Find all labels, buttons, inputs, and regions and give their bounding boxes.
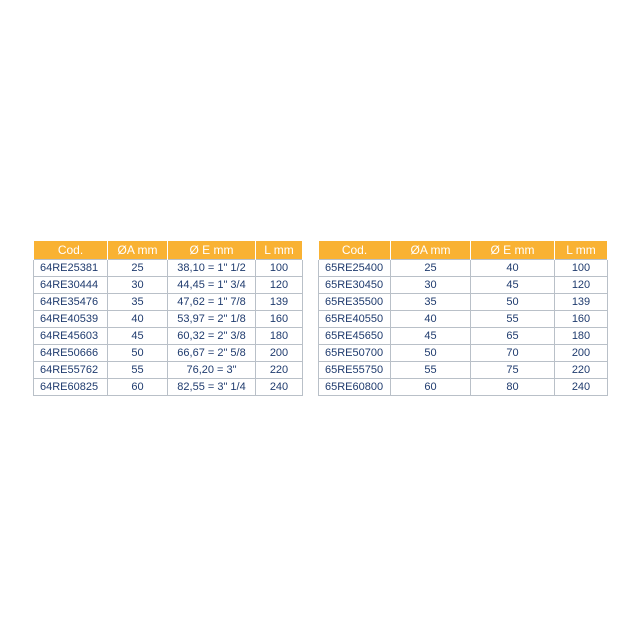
cell-diameter-e: 80 — [471, 379, 555, 396]
cell-diameter-a: 25 — [391, 260, 471, 277]
cell-diameter-a: 25 — [108, 260, 168, 277]
cell-diameter-e: 53,97 = 2" 1/8 — [168, 311, 256, 328]
cell-length: 220 — [256, 362, 303, 379]
header-diameter-a: ØA mm — [391, 241, 471, 260]
cell-code: 65RE30450 — [319, 277, 391, 294]
cell-length: 200 — [256, 345, 303, 362]
cell-length: 139 — [256, 294, 303, 311]
table-row — [34, 345, 303, 362]
table-row — [34, 362, 303, 379]
spec-table-65re — [318, 241, 608, 396]
cell-length: 240 — [256, 379, 303, 396]
cell-length: 180 — [555, 328, 608, 345]
cell-diameter-a: 55 — [108, 362, 168, 379]
cell-diameter-a: 60 — [391, 379, 471, 396]
cell-diameter-e: 65 — [471, 328, 555, 345]
table-row — [34, 311, 303, 328]
cell-code: 64RE55762 — [34, 362, 108, 379]
cell-diameter-e: 47,62 = 1" 7/8 — [168, 294, 256, 311]
cell-diameter-a: 55 — [391, 362, 471, 379]
header-code: Cod. — [34, 241, 108, 260]
cell-length: 220 — [555, 362, 608, 379]
cell-diameter-e: 76,20 = 3" — [168, 362, 256, 379]
cell-length: 100 — [555, 260, 608, 277]
header-row — [34, 241, 303, 260]
cell-diameter-a: 50 — [391, 345, 471, 362]
table-row — [34, 328, 303, 345]
cell-code: 64RE45603 — [34, 328, 108, 345]
header-code: Cod. — [319, 241, 391, 260]
cell-code: 64RE50666 — [34, 345, 108, 362]
cell-length: 120 — [256, 277, 303, 294]
table-row — [34, 379, 303, 396]
cell-length: 200 — [555, 345, 608, 362]
cell-code: 64RE35476 — [34, 294, 108, 311]
table-row — [319, 260, 608, 277]
table-row — [319, 294, 608, 311]
cell-diameter-e: 75 — [471, 362, 555, 379]
cell-diameter-a: 40 — [391, 311, 471, 328]
cell-code: 64RE60825 — [34, 379, 108, 396]
cell-length: 120 — [555, 277, 608, 294]
cell-code: 65RE25400 — [319, 260, 391, 277]
cell-diameter-e: 38,10 = 1" 1/2 — [168, 260, 256, 277]
table-row — [34, 294, 303, 311]
table-row — [319, 311, 608, 328]
cell-diameter-e: 82,55 = 3" 1/4 — [168, 379, 256, 396]
cell-length: 180 — [256, 328, 303, 345]
cell-diameter-e: 50 — [471, 294, 555, 311]
table-row — [319, 277, 608, 294]
cell-diameter-a: 30 — [108, 277, 168, 294]
cell-code: 65RE40550 — [319, 311, 391, 328]
cell-diameter-a: 45 — [108, 328, 168, 345]
table-row — [319, 345, 608, 362]
cell-length: 160 — [555, 311, 608, 328]
cell-diameter-e: 45 — [471, 277, 555, 294]
cell-diameter-e: 60,32 = 2" 3/8 — [168, 328, 256, 345]
cell-diameter-e: 55 — [471, 311, 555, 328]
cell-length: 160 — [256, 311, 303, 328]
table-body — [319, 260, 608, 396]
cell-diameter-e: 40 — [471, 260, 555, 277]
cell-diameter-a: 40 — [108, 311, 168, 328]
table-header — [319, 241, 608, 260]
header-diameter-a: ØA mm — [108, 241, 168, 260]
cell-diameter-a: 45 — [391, 328, 471, 345]
cell-diameter-a: 35 — [108, 294, 168, 311]
cell-length: 100 — [256, 260, 303, 277]
cell-diameter-e: 44,45 = 1" 3/4 — [168, 277, 256, 294]
header-row — [319, 241, 608, 260]
table-body — [34, 260, 303, 396]
cell-code: 64RE25381 — [34, 260, 108, 277]
header-length: L mm — [256, 241, 303, 260]
table-row — [34, 260, 303, 277]
cell-code: 64RE40539 — [34, 311, 108, 328]
header-diameter-e: Ø E mm — [471, 241, 555, 260]
cell-diameter-a: 30 — [391, 277, 471, 294]
cell-length: 240 — [555, 379, 608, 396]
cell-diameter-e: 66,67 = 2" 5/8 — [168, 345, 256, 362]
table-row — [319, 328, 608, 345]
header-length: L mm — [555, 241, 608, 260]
cell-code: 65RE60800 — [319, 379, 391, 396]
table-row — [319, 362, 608, 379]
cell-diameter-a: 35 — [391, 294, 471, 311]
table-row — [34, 277, 303, 294]
header-diameter-e: Ø E mm — [168, 241, 256, 260]
spec-table-64re — [33, 241, 303, 396]
cell-code: 64RE30444 — [34, 277, 108, 294]
cell-code: 65RE35500 — [319, 294, 391, 311]
cell-code: 65RE45650 — [319, 328, 391, 345]
cell-diameter-a: 50 — [108, 345, 168, 362]
cell-code: 65RE50700 — [319, 345, 391, 362]
cell-diameter-e: 70 — [471, 345, 555, 362]
cell-code: 65RE55750 — [319, 362, 391, 379]
table-header — [34, 241, 303, 260]
cell-diameter-a: 60 — [108, 379, 168, 396]
cell-length: 139 — [555, 294, 608, 311]
table-row — [319, 379, 608, 396]
